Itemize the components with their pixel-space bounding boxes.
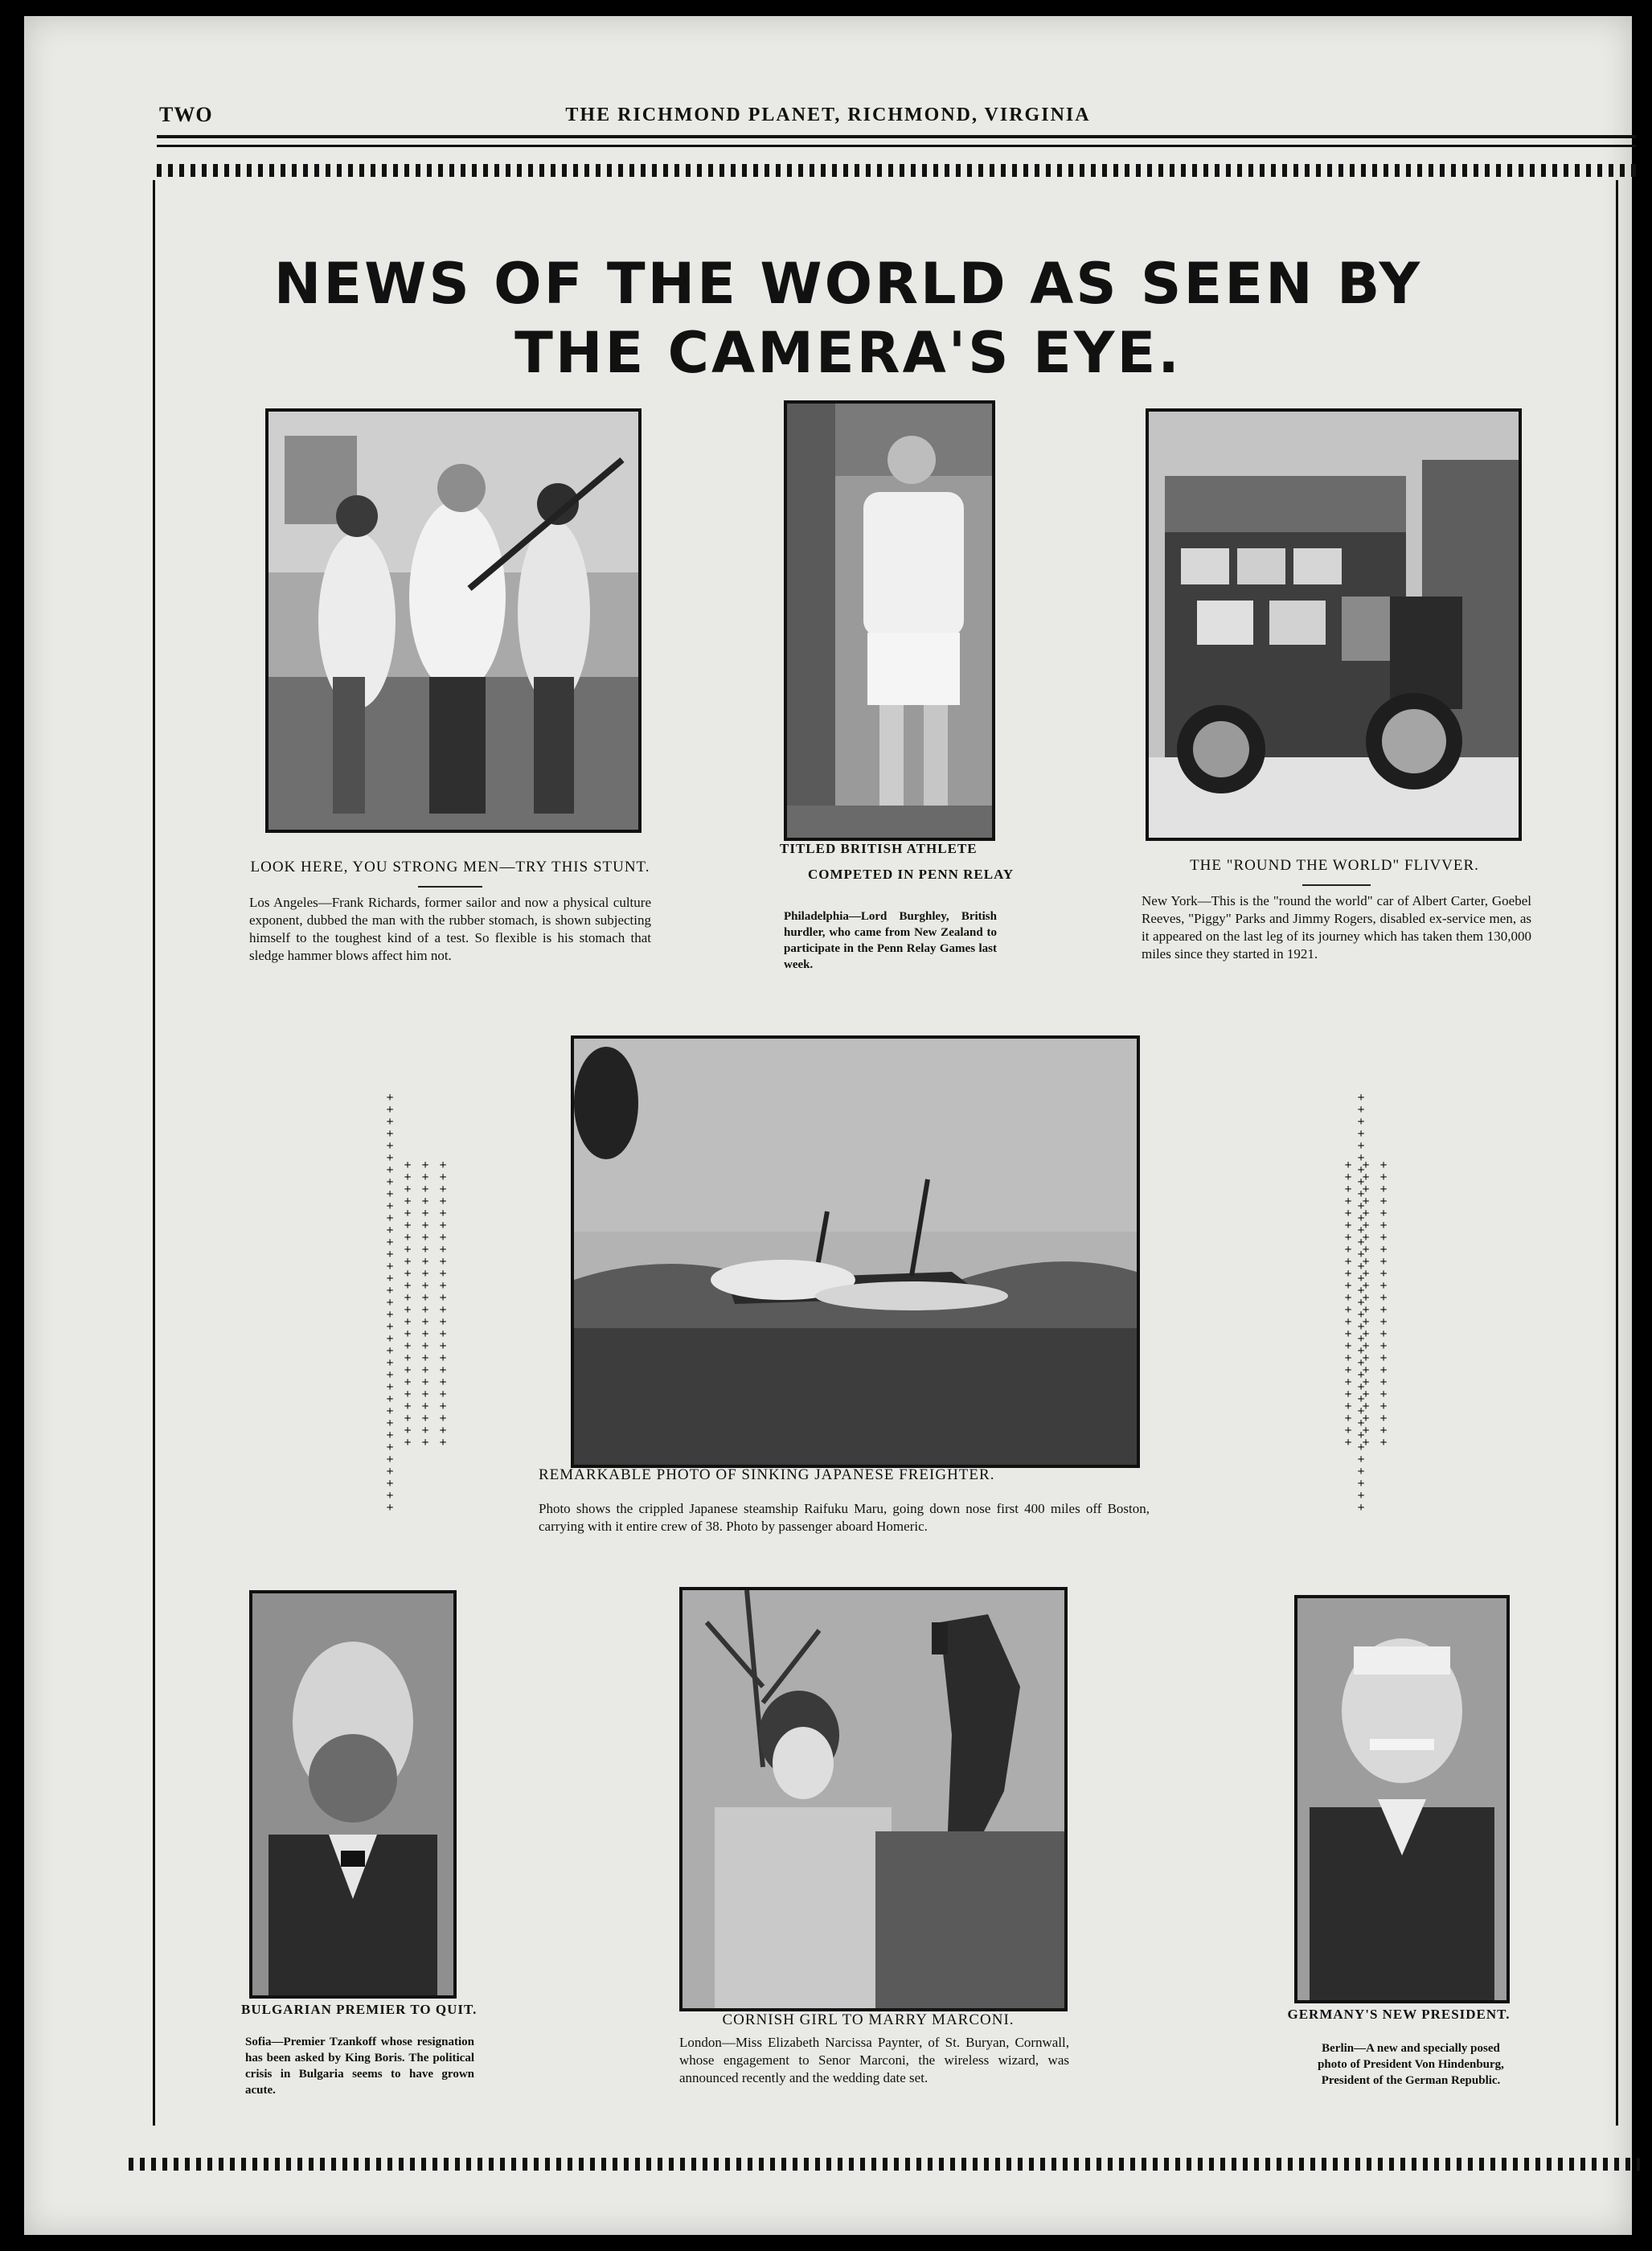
athlete-caption-title-2: COMPETED IN PENN RELAY <box>808 867 1015 882</box>
dotted-border-bottom <box>129 2158 1640 2171</box>
headline-line-2: THE CAMERA'S EYE. <box>514 320 1182 386</box>
cornish-photo-art <box>683 1590 1064 2008</box>
ornament-left-inner-3: + + + + + + + + + + + + + + + + + + + + + + + + <box>439 1158 447 1449</box>
photo-president <box>1294 1595 1510 2003</box>
strongman-photo-art <box>269 412 638 830</box>
header-rule <box>157 135 1636 138</box>
ornament-left-outer: + + + + + + + + + + + + + + + + + + + + + + + + + + + + + + + + + + + <box>386 1091 394 1515</box>
flivver-caption-rule <box>1302 884 1371 886</box>
athlete-photo-art <box>787 404 992 838</box>
headline-line-1: NEWS OF THE WORLD AS SEEN BY <box>273 251 1423 317</box>
ornament-right-inner-3: + + + + + + + + + + + + + + + + + + + + + + + + <box>1379 1158 1388 1449</box>
photo-cornish <box>679 1587 1068 2011</box>
ornament-left-inner-2: + + + + + + + + + + + + + + + + + + + + + + + + <box>421 1158 429 1449</box>
page-headline <box>225 249 1471 387</box>
flivver-photo-art <box>1149 412 1519 838</box>
header-rule-2 <box>157 145 1636 147</box>
freighter-photo-art <box>574 1039 1137 1465</box>
ornament-left-inner-1: + + + + + + + + + + + + + + + + + + + + + + + + <box>404 1158 412 1449</box>
frame-right <box>1616 180 1618 2126</box>
strongman-caption-title: LOOK HERE, YOU STRONG MEN—TRY THIS STUNT. <box>250 859 650 875</box>
freighter-caption-body: Photo shows the crippled Japanese steamship Raifuku Maru, going down nose first 400 miles off Boston, carrying with it entire crew of 38. Photo by passenger aboard Homeric. <box>539 1501 1150 1534</box>
president-caption-title: GERMANY'S NEW PRESIDENT. <box>1287 2007 1511 2022</box>
photo-freighter <box>571 1035 1140 1468</box>
masthead: THE RICHMOND PLANET, RICHMOND, VIRGINIA <box>565 105 1091 125</box>
page-folio: TWO <box>159 103 213 126</box>
photo-premier <box>249 1590 457 1999</box>
strongman-caption-body: Los Angeles—Frank Richards, former sailor and now a physical culture exponent, dubbed the man with the rubber stomach, is shown subjecting himself to the toughest kind of a test. So flexible is his stomach that sledge hammer blows affect him not. <box>249 895 651 963</box>
photo-strongman <box>265 408 642 833</box>
flivver-caption-body: New York—This is the "round the world" car of Albert Carter, Goebel Reeves, "Piggy" Parks and Jimmy Rogers, disabled ex-service men, as it appeared on the last leg of its journey which has taken them 130,000 miles since they started in 1921. <box>1142 893 1531 961</box>
flivver-caption-title: THE "ROUND THE WORLD" FLIVVER. <box>1190 857 1479 874</box>
dotted-border-top <box>157 164 1636 177</box>
premier-caption-title: BULGARIAN PREMIER TO QUIT. <box>241 2002 478 2017</box>
frame-left <box>153 180 155 2126</box>
paper-sheet <box>24 16 1632 2235</box>
athlete-caption-body: Philadelphia—Lord Burghley, British hurdler, who came from New Zealand to participate in the Penn Relay Games last week. <box>784 910 997 971</box>
photo-flivver <box>1146 408 1522 841</box>
ornament-right-inner-2: + + + + + + + + + + + + + + + + + + + + + + + + <box>1362 1158 1370 1449</box>
freighter-caption-title: REMARKABLE PHOTO OF SINKING JAPANESE FREIGHTER. <box>539 1466 995 1483</box>
ornament-right-outer: + + + + + + + + + + + + + + + + + + + + + + + + + + + + + + + + + + + <box>1357 1091 1365 1515</box>
cornish-caption-body: London—Miss Elizabeth Narcissa Paynter, of St. Buryan, Cornwall, whose engagement to Senor Marconi, the wireless wizard, was announced recently and the wedding date set. <box>679 2035 1069 2085</box>
strongman-caption-rule <box>418 886 482 888</box>
premier-photo-art <box>252 1593 453 1995</box>
premier-caption-body: Sofia—Premier Tzankoff whose resignation has been asked by King Boris. The political crisis in Bulgaria seems to have grown acute. <box>245 2036 474 2097</box>
photo-athlete <box>784 400 995 841</box>
ornament-right-inner-1: + + + + + + + + + + + + + + + + + + + + + + + + <box>1344 1158 1352 1449</box>
president-caption-body: Berlin—A new and specially posed photo of President Von Hindenburg, President of the German Republic. <box>1318 2042 1504 2087</box>
athlete-caption-title-1: TITLED BRITISH ATHLETE <box>780 841 978 856</box>
cornish-caption-title: CORNISH GIRL TO MARRY MARCONI. <box>722 2011 1015 2028</box>
president-photo-art <box>1297 1598 1506 2000</box>
